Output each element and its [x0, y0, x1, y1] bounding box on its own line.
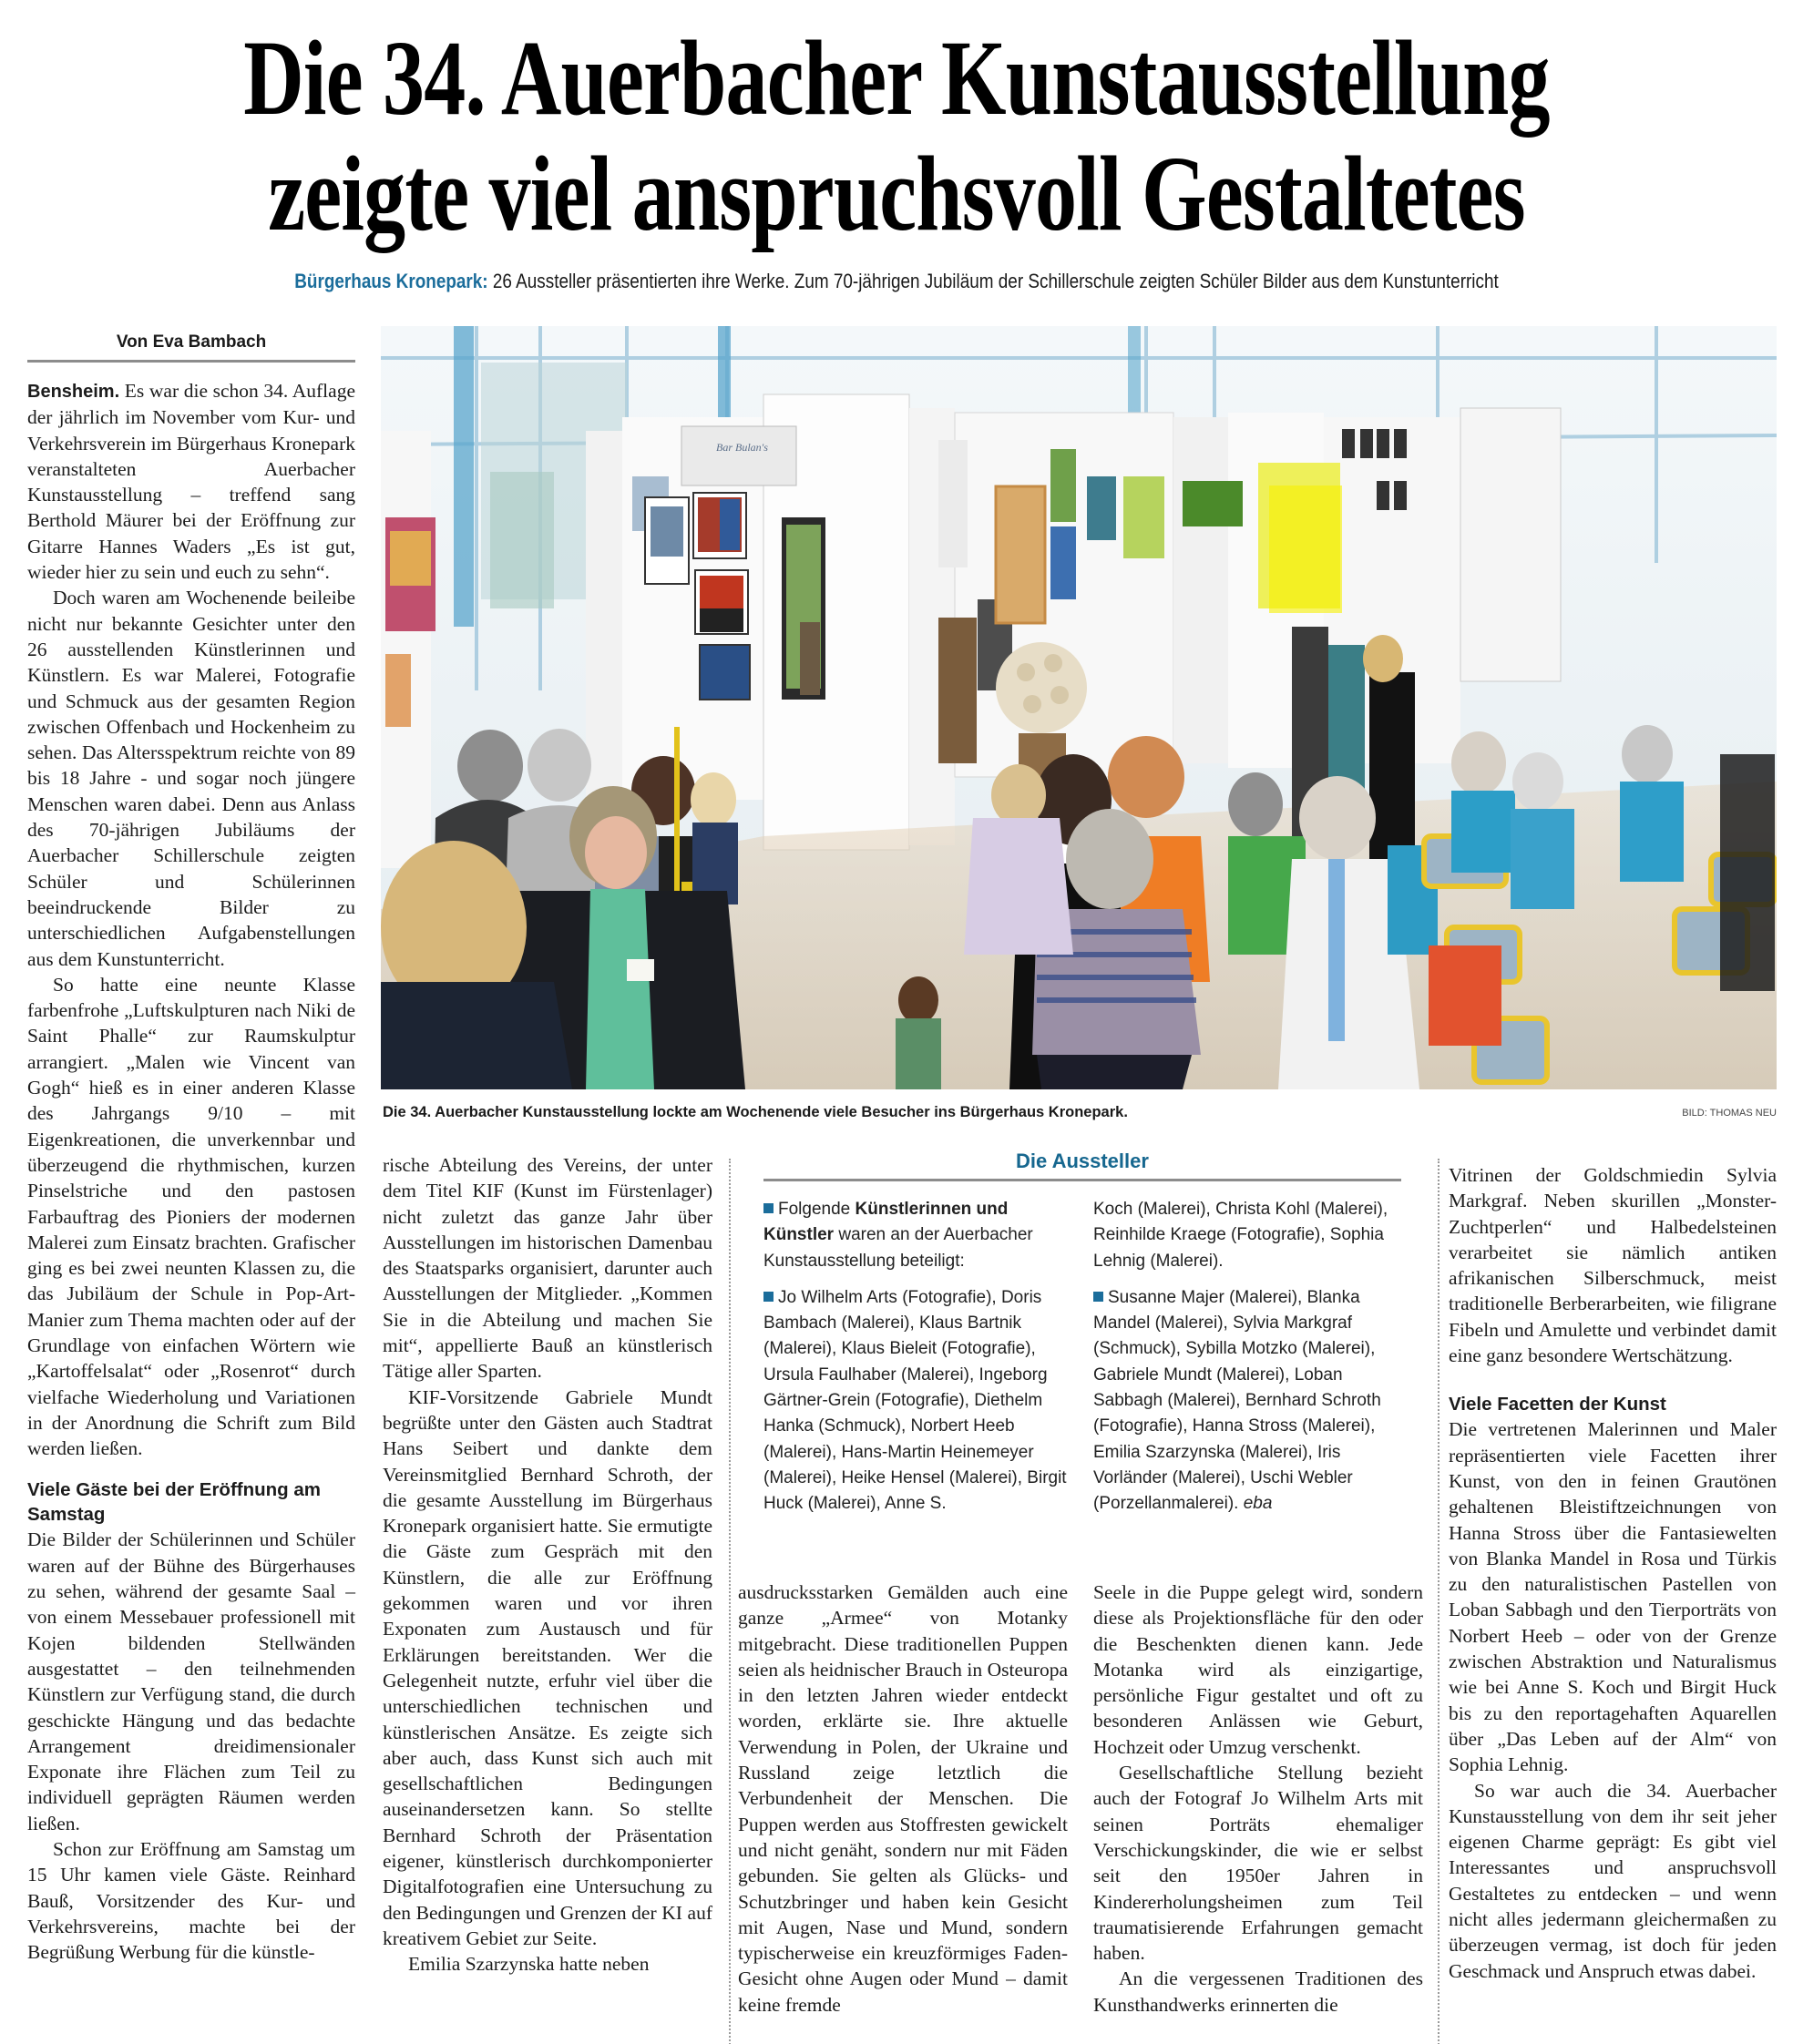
booth-sign-text: Bar Bulan's	[716, 441, 768, 454]
box-column-1	[763, 1197, 1073, 1528]
subheadline	[126, 270, 1667, 293]
subhead-kicker: Bürgerhaus Kronepark:	[294, 270, 488, 292]
paragraph: An die vergessenen Traditionen des Kunsthandwerks erinnerten die	[1093, 1967, 1423, 2016]
paragraph: Schon zur Eröffnung am Samstag um 15 Uhr kamen viele Gäste. Reinhard Bauß, Vorsitzender des Kur- und Verkehrsvereins, machte bei der Begrüßung Werbung für die künstle-	[27, 1838, 355, 1964]
paragraph: Vitrinen der Goldschmiedin Sylvia Markgraf. Neben skurillen „Monster-Zuchtperlen“ und Halbedelsteinen verarbeitet sie nämlich antiken afrikanischen Silberschmuck, meist traditionelle Berberarbeiten, wie filigrane Fibeln und Amulette und verbindet damit eine ganz besondere Wertschätzung.	[1449, 1164, 1777, 1367]
exhibition-photo-illustration	[381, 326, 1777, 1089]
dateline: Bensheim.	[27, 382, 120, 402]
author-initials: eba	[1243, 1494, 1273, 1514]
paragraph: Die Bilder der Schülerinnen und Schüler waren auf der Bühne des Bürgerhauses zu sehen, während der gesamte Saal – von einem Messebauer professionell mit Kojen bildenden Stellwänden ausgestattet – den teilnehmenden Künstlern zur Verfügung stand, die durch geschickte Hängung und das bedachte Arrangement dreidimensionaler Exponate ihre Flächen zum Teil zu individuell geprägten Räumen werden ließen.	[27, 1528, 355, 1834]
paragraph: So war auch die 34. Auerbacher Kunstausstellung von dem ihr seit jeher eigenen Charme geprägt: Es gibt viel Interessantes und anspruchsvoll Gestaltetes zu entdecken – und wenn nicht alles jedermann gleichermaßen zu überzeugen vermag, ist doch für jeden Geschmack und Anspruch etwas dabei.	[1449, 1779, 1777, 1982]
paragraph: Doch waren am Wochenende beileibe nicht nur bekannte Gesichter unter den 26 ausstellenden Künstlerinnen und Künstlern. Es war Malerei, Fotografie und Schmuck aus der gesamten Region zwischen Offenbach und Hockenheim zu sehen. Das Altersspektrum reichte von 89 bis 18 Jahre - und sogar noch jüngere Menschen waren dabei. Denn aus Anlass des 70-jährigen Jubiläums der Auerbacher Schillerschule zeigten Schüler und Schülerinnen beeindruckende Bilder zu unterschiedlichen Aufgabenstellungen aus dem Kunstunterricht.	[27, 587, 355, 970]
article-column-1	[27, 378, 355, 1966]
article-column-5	[1449, 1162, 1777, 1984]
exhibitor-list-1-continued: Koch (Malerei), Christa Kohl (Malerei), Reinhilde Kraege (Fotografie), Sophia Lehnig (Malerei).	[1093, 1200, 1388, 1271]
headline	[197, 20, 1595, 251]
exhibitor-list-1: Jo Wilhelm Arts (Fotografie), Doris Bambach (Malerei), Klaus Bartnik (Malerei), Klaus Bieleit (Fotografie), Ursula Faulhaber (Malerei), Ingeborg Gärtner-Grein (Fotografie), Diethelm Hanka (Schmuck), Norbert Heeb (Malerei), Hans-Martin Heinemeyer (Malerei), Heike Hensel (Malerei), Birgit Huck (Malerei), Anne S.	[763, 1287, 1067, 1514]
headline-line-1: Die 34. Auerbacher Kunstausstellung	[243, 18, 1550, 138]
paragraph: Seele in die Puppe gelegt wird, sondern diese als Projektionsfläche für den oder die Beschenkten dienen kann. Jede Motanka wird als einzigartige, persönliche Figur gestaltet und oft zu besonderen Anlässen wie Geburt, Hochzeit oder Umzug verschenkt.	[1093, 1581, 1423, 1758]
square-bullet-icon	[1093, 1292, 1103, 1302]
paragraph: rische Abteilung des Vereins, der unter dem Titel KIF (Kunst im Fürstenlager) nicht zuletzt das ganze Jahr über Ausstellungen im historischen Damenbau des Staatsparks organisiert, darunter auch Ausstellungen der Mitglieder. „Kommen Sie in die Abteilung und machen Sie mit“, appellierte Bauß an künstlerisch Tätige aller Sparten.	[383, 1154, 712, 1383]
byline: Von Eva Bambach	[27, 332, 355, 363]
box-intro: Folgende Künstlerinnen und Künstler waren an der Auerbacher Kunstausstellung beteiligt:	[763, 1200, 1033, 1271]
column-divider	[1438, 1159, 1440, 2044]
article-column-4	[1093, 1579, 1423, 2018]
paragraph: ausdrucksstarken Gemälden auch eine ganze „Armee“ von Motanky mitgebracht. Diese traditionellen Puppen seien als heidnischer Brauch in Osteuropa in den letzten Jahren wieder entdeckt worden, erklärte sie. Ihre aktuelle Verwendung in Polen, der Ukraine und Russland zeige letztlich die Verbundenheit der Menschen. Die Puppen werden aus Stoffresten gewickelt und nicht genäht, sondern nur mit Fäden gebunden. Sie gelten als Glücks- und Schutzbringer und haben kein Gesicht mit Augen, Nase und Mund, sondern typischerweise ein kreuzförmiges Faden-Gesicht ohne Augen oder Mund – damit keine fremde	[738, 1581, 1068, 2016]
article-photo	[381, 326, 1777, 1089]
square-bullet-icon	[763, 1203, 774, 1213]
exhibitor-list-2: Susanne Majer (Malerei), Blanka Mandel (Malerei), Sylvia Markgraf (Schmuck), Sybilla Motzko (Malerei), Gabriele Mundt (Malerei), Loban Sabbagh (Malerei), Bernhard Schroth (Fotografie), Hanna Stross (Malerei), Emilia Szarzynska (Malerei), Iris Vorländer (Malerei), Uschi Webler (Porzellanmalerei). eba	[1093, 1287, 1381, 1514]
photo-credit: BILD: THOMAS NEU	[1682, 1108, 1777, 1119]
subhead-text: 26 Aussteller präsentierten ihre Werke. Zum 70-jährigen Jubiläum der Schillerschule zeigten Schüler Bilder aus dem Kunstunterricht	[487, 270, 1499, 292]
headline-line-2: zeigte viel anspruchsvoll Gestaltetes	[268, 134, 1525, 253]
section-heading: Viele Gäste bei der Eröffnung am Samstag	[27, 1479, 322, 1526]
paragraph: So hatte eine neunte Klasse farbenfrohe „Luftskulpturen nach Niki de Saint Phalle“ zur Raumskulptur arrangiert. „Malen wie Vincent van Gogh“ hieß es in einer anderen Klasse des Jahrgangs 9/10 – mit Eigenkreationen, die unverkennbar und überzeugend die rhythmischen, kurzen Pinselstriche und den pastosen Farbauftrag des Pioniers der modernen Malerei zum Einsatz brachten. Grafischer ging es bei zwei neunten Klassen zu, die das Jubiläum der Schule in Pop-Art-Manier zum Thema machten oder auf der Grundlage von einfachen Wörtern wie „Kartoffelsalat“ oder „Rosenrot“ durch vielfache Wiederholung und Variationen in der Anordnung die Schrift zum Bild werden ließen.	[27, 973, 355, 1460]
paragraph: Bensheim. Es war die schon 34. Auflage der jährlich im November vom Kur- und Verkehrsverein im Bürgerhaus Kronepark veranstalteten Auerbacher Kunstausstellung – treffend sang Berthold Mäurer bei der Eröffnung zur Gitarre Hannes Waders „Es ist gut, wieder hier zu sein und euch zu sehn“.	[27, 380, 355, 584]
box-column-2	[1093, 1197, 1403, 1528]
column-divider	[729, 1159, 731, 2044]
section-heading: Viele Facetten der Kunst	[1449, 1394, 1666, 1415]
article-column-3	[738, 1579, 1068, 2018]
box-title: Die Aussteller	[763, 1150, 1401, 1181]
square-bullet-icon	[763, 1292, 774, 1302]
article-column-2	[383, 1152, 712, 1978]
paragraph: Gesellschaftliche Stellung bezieht auch der Fotograf Jo Wilhelm Arts mit seinen Porträts ehemaliger Verschickungskinder, die wie er selbst seit den 1950er Jahren in Kindererholungsheimen zum Teil traumatisierende Erfahrungen gemacht haben.	[1093, 1762, 1423, 1965]
exhibitors-box	[729, 1148, 1440, 1576]
paragraph: Die vertretenen Malerinnen und Maler repräsentierten viele Facetten ihrer Kunst, von den in feinen Grautönen gehaltenen Bleistiftzeichnungen von Hanna Stross über die Fantasiewelten von Blanka Mandel in Rosa und Türkis zu den naturalistischen Pastellen von Loban Sabbagh und den Tierporträts von Norbert Heeb – oder von der Grenze zwischen Abstraktion und Naturalismus wie bei Anne S. Koch und Birgit Huck bis zu den reportagehaften Aquarellen über „Das Leben auf der Alm“ von Sophia Lehnig.	[1449, 1418, 1777, 1776]
paragraph: KIF-Vorsitzende Gabriele Mundt begrüßte unter den Gästen auch Stadtrat Hans Seibert und dankte dem Vereinsmitglied Bernhard Schroth, der die gesamte Ausstellung im Bürgerhaus Kronepark organisiert hatte. Sie ermutigte die Gäste zum Gespräch mit den Künstlern, die alle zur Eröffnung gekommen waren und vor ihren Exponaten zum Austausch und für Erklärungen bereitstanden. Wer die Gelegenheit nutzte, erfuhr viel über die unterschiedlichen technischen und künstlerischen Ansätze. Es zeigte sich aber auch, dass Kunst sich auch mit gesellschaftlichen Bedingungen auseinandersetzen kann. So stellte Bernhard Schroth der Präsentation eigener, künstlerisch durchkomponierter Digitalfotografien eine Untersuchung zu den Bedingungen und Grenzen der KI auf kreativem Gebiet zur Seite.	[383, 1385, 713, 1949]
paragraph: Emilia Szarzynska hatte neben	[408, 1953, 650, 1976]
photo-caption: Die 34. Auerbacher Kunstausstellung lockte am Wochenende viele Besucher ins Bürgerhaus Kronepark.	[383, 1104, 1128, 1120]
